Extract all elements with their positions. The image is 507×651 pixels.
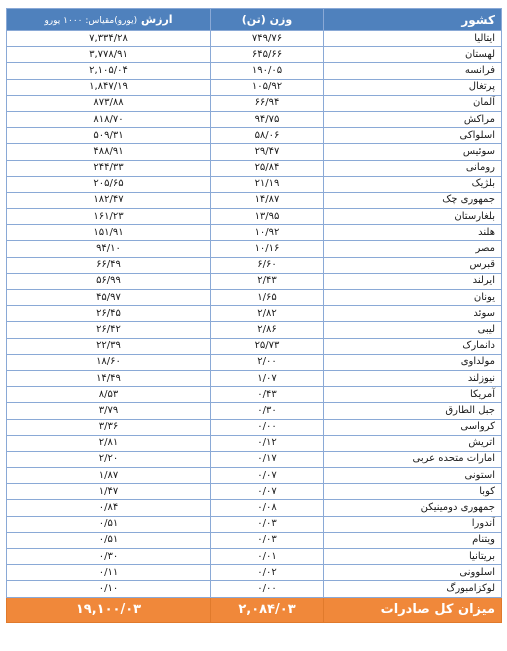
value-cell: ۱/۴۷ xyxy=(7,484,211,500)
table-row xyxy=(7,160,502,176)
table-row xyxy=(7,241,502,257)
value-cell: ۷,۳۳۴/۲۸ xyxy=(7,31,211,47)
table-row xyxy=(7,322,502,338)
country-cell: سوئد xyxy=(324,306,502,322)
country-cell: کوبا xyxy=(324,484,502,500)
country-cell: قبرس xyxy=(324,257,502,273)
table-row xyxy=(7,435,502,451)
value-cell: ۲۶/۴۵ xyxy=(7,306,211,322)
country-cell: پرتغال xyxy=(324,79,502,95)
value-cell: ۳/۷۹ xyxy=(7,403,211,419)
weight-cell: ۲/۰۰ xyxy=(211,354,324,370)
table-row xyxy=(7,565,502,581)
weight-cell: ۶۶/۹۴ xyxy=(211,95,324,111)
value-cell: ۰/۵۱ xyxy=(7,516,211,532)
value-cell: ۳,۷۷۸/۹۱ xyxy=(7,47,211,63)
table-row xyxy=(7,225,502,241)
country-cell: آلمان xyxy=(324,95,502,111)
table-row xyxy=(7,209,502,225)
country-cell: امارات متحده عربی xyxy=(324,451,502,467)
value-cell: ۵۰۹/۳۱ xyxy=(7,128,211,144)
table-row xyxy=(7,338,502,354)
table-row xyxy=(7,63,502,79)
weight-cell: ۱۳/۹۵ xyxy=(211,209,324,225)
country-cell: جبل الطارق xyxy=(324,403,502,419)
table-row xyxy=(7,370,502,386)
country-cell: دانمارک xyxy=(324,338,502,354)
weight-cell: ۰/۰۰ xyxy=(211,581,324,597)
weight-cell: ۱۰۵/۹۲ xyxy=(211,79,324,95)
value-cell: ۰/۱۰ xyxy=(7,581,211,597)
value-cell: ۱۵۱/۹۱ xyxy=(7,225,211,241)
table-row xyxy=(7,144,502,160)
header-value-label: ارزش xyxy=(140,13,173,26)
weight-cell: ۰/۳۰ xyxy=(211,403,324,419)
country-cell: ویتنام xyxy=(324,532,502,548)
total-row xyxy=(7,597,502,622)
table-row xyxy=(7,111,502,127)
weight-cell: ۲۹/۴۷ xyxy=(211,144,324,160)
value-cell: ۱۶۱/۲۳ xyxy=(7,209,211,225)
country-cell: جمهوری دومینیکن xyxy=(324,500,502,516)
value-cell: ۰/۳۰ xyxy=(7,549,211,565)
country-cell: مراکش xyxy=(324,111,502,127)
country-cell: ایرلند xyxy=(324,273,502,289)
table-row xyxy=(7,403,502,419)
value-cell: ۱/۸۷ xyxy=(7,468,211,484)
value-cell: ۱,۸۴۷/۱۹ xyxy=(7,79,211,95)
weight-cell: ۲۵/۸۴ xyxy=(211,160,324,176)
value-cell: ۸۷۳/۸۸ xyxy=(7,95,211,111)
weight-cell: ۶۴۵/۶۶ xyxy=(211,47,324,63)
header-value xyxy=(7,9,211,31)
table-row xyxy=(7,549,502,565)
country-cell: اتریش xyxy=(324,435,502,451)
weight-cell: ۷۴۹/۷۶ xyxy=(211,31,324,47)
table-row xyxy=(7,128,502,144)
header-weight: وزن (تن) xyxy=(211,9,324,31)
value-cell: ۱۸/۶۰ xyxy=(7,354,211,370)
table-row xyxy=(7,176,502,192)
weight-cell: ۰/۰۰ xyxy=(211,419,324,435)
weight-cell: ۲/۸۲ xyxy=(211,306,324,322)
value-cell: ۲۴۴/۳۳ xyxy=(7,160,211,176)
table-row xyxy=(7,273,502,289)
country-cell: سوئیس xyxy=(324,144,502,160)
table-body xyxy=(7,31,502,598)
table-row xyxy=(7,290,502,306)
value-cell: ۲۲/۳۹ xyxy=(7,338,211,354)
country-cell: هلند xyxy=(324,225,502,241)
table-row xyxy=(7,306,502,322)
weight-cell: ۰/۰۷ xyxy=(211,468,324,484)
total-weight: ۲,۰۸۴/۰۳ xyxy=(211,597,324,622)
country-cell: کرواسی xyxy=(324,419,502,435)
table-row xyxy=(7,95,502,111)
total-value: ۱۹,۱۰۰/۰۳ xyxy=(7,597,211,622)
weight-cell: ۱۹۰/۰۵ xyxy=(211,63,324,79)
value-cell: ۰/۵۱ xyxy=(7,532,211,548)
country-cell: لیبی xyxy=(324,322,502,338)
weight-cell: ۱۰/۹۲ xyxy=(211,225,324,241)
weight-cell: ۰/۰۱ xyxy=(211,549,324,565)
country-cell: جمهوری چک xyxy=(324,192,502,208)
table-row xyxy=(7,79,502,95)
country-cell: آمریکا xyxy=(324,387,502,403)
table-row xyxy=(7,387,502,403)
table-row xyxy=(7,516,502,532)
table-row xyxy=(7,419,502,435)
country-cell: مصر xyxy=(324,241,502,257)
value-cell: ۶۶/۴۹ xyxy=(7,257,211,273)
country-cell: لهستان xyxy=(324,47,502,63)
value-cell: ۱۴/۴۹ xyxy=(7,370,211,386)
weight-cell: ۲/۴۳ xyxy=(211,273,324,289)
country-cell: اسلواکی xyxy=(324,128,502,144)
country-cell: بلژیک xyxy=(324,176,502,192)
weight-cell: ۰/۱۲ xyxy=(211,435,324,451)
table-row xyxy=(7,451,502,467)
value-cell: ۰/۸۴ xyxy=(7,500,211,516)
weight-cell: ۰/۰۷ xyxy=(211,484,324,500)
value-cell: ۹۴/۱۰ xyxy=(7,241,211,257)
country-cell: بریتانیا xyxy=(324,549,502,565)
country-cell: اسلوونی xyxy=(324,565,502,581)
header-value-note: (یورو)مقیاس: ۱۰۰۰ یورو xyxy=(44,16,138,26)
country-cell: یونان xyxy=(324,290,502,306)
weight-cell: ۲۱/۱۹ xyxy=(211,176,324,192)
header-country: کشور xyxy=(324,9,502,31)
country-cell: لوکزامبورگ xyxy=(324,581,502,597)
weight-cell: ۱/۰۷ xyxy=(211,370,324,386)
country-cell: مولداوی xyxy=(324,354,502,370)
export-table xyxy=(6,8,502,623)
weight-cell: ۶/۶۰ xyxy=(211,257,324,273)
country-cell: استونی xyxy=(324,468,502,484)
table-row xyxy=(7,47,502,63)
value-cell: ۲/۸۱ xyxy=(7,435,211,451)
table-row xyxy=(7,532,502,548)
value-cell: ۳/۳۶ xyxy=(7,419,211,435)
value-cell: ۲/۲۰ xyxy=(7,451,211,467)
table-row xyxy=(7,257,502,273)
weight-cell: ۹۴/۷۵ xyxy=(211,111,324,127)
country-cell: ایتالیا xyxy=(324,31,502,47)
weight-cell: ۰/۱۷ xyxy=(211,451,324,467)
table-row xyxy=(7,581,502,597)
weight-cell: ۱/۶۵ xyxy=(211,290,324,306)
country-cell: آندورا xyxy=(324,516,502,532)
country-cell: بلغارستان xyxy=(324,209,502,225)
weight-cell: ۲۵/۷۳ xyxy=(211,338,324,354)
country-cell: رومانی xyxy=(324,160,502,176)
weight-cell: ۰/۰۳ xyxy=(211,516,324,532)
weight-cell: ۰/۰۳ xyxy=(211,532,324,548)
value-cell: ۱۸۲/۴۷ xyxy=(7,192,211,208)
export-table-container xyxy=(6,8,501,623)
table-row xyxy=(7,500,502,516)
header-row xyxy=(7,9,502,31)
value-cell: ۸۱۸/۷۰ xyxy=(7,111,211,127)
country-cell: نیوزلند xyxy=(324,370,502,386)
country-cell: فرانسه xyxy=(324,63,502,79)
value-cell: ۵۶/۹۹ xyxy=(7,273,211,289)
table-row xyxy=(7,484,502,500)
total-label: میزان کل صادرات xyxy=(324,597,502,622)
weight-cell: ۲/۸۶ xyxy=(211,322,324,338)
weight-cell: ۰/۴۳ xyxy=(211,387,324,403)
value-cell: ۴۵/۹۷ xyxy=(7,290,211,306)
table-row xyxy=(7,468,502,484)
value-cell: ۲۰۵/۶۵ xyxy=(7,176,211,192)
value-cell: ۲,۱۰۵/۰۴ xyxy=(7,63,211,79)
table-row xyxy=(7,192,502,208)
table-row xyxy=(7,31,502,47)
value-cell: ۰/۱۱ xyxy=(7,565,211,581)
value-cell: ۲۶/۴۲ xyxy=(7,322,211,338)
value-cell: ۸/۵۳ xyxy=(7,387,211,403)
weight-cell: ۱۰/۱۶ xyxy=(211,241,324,257)
table-row xyxy=(7,354,502,370)
value-cell: ۴۸۸/۹۱ xyxy=(7,144,211,160)
weight-cell: ۱۴/۸۷ xyxy=(211,192,324,208)
weight-cell: ۰/۰۸ xyxy=(211,500,324,516)
weight-cell: ۵۸/۰۶ xyxy=(211,128,324,144)
weight-cell: ۰/۰۲ xyxy=(211,565,324,581)
